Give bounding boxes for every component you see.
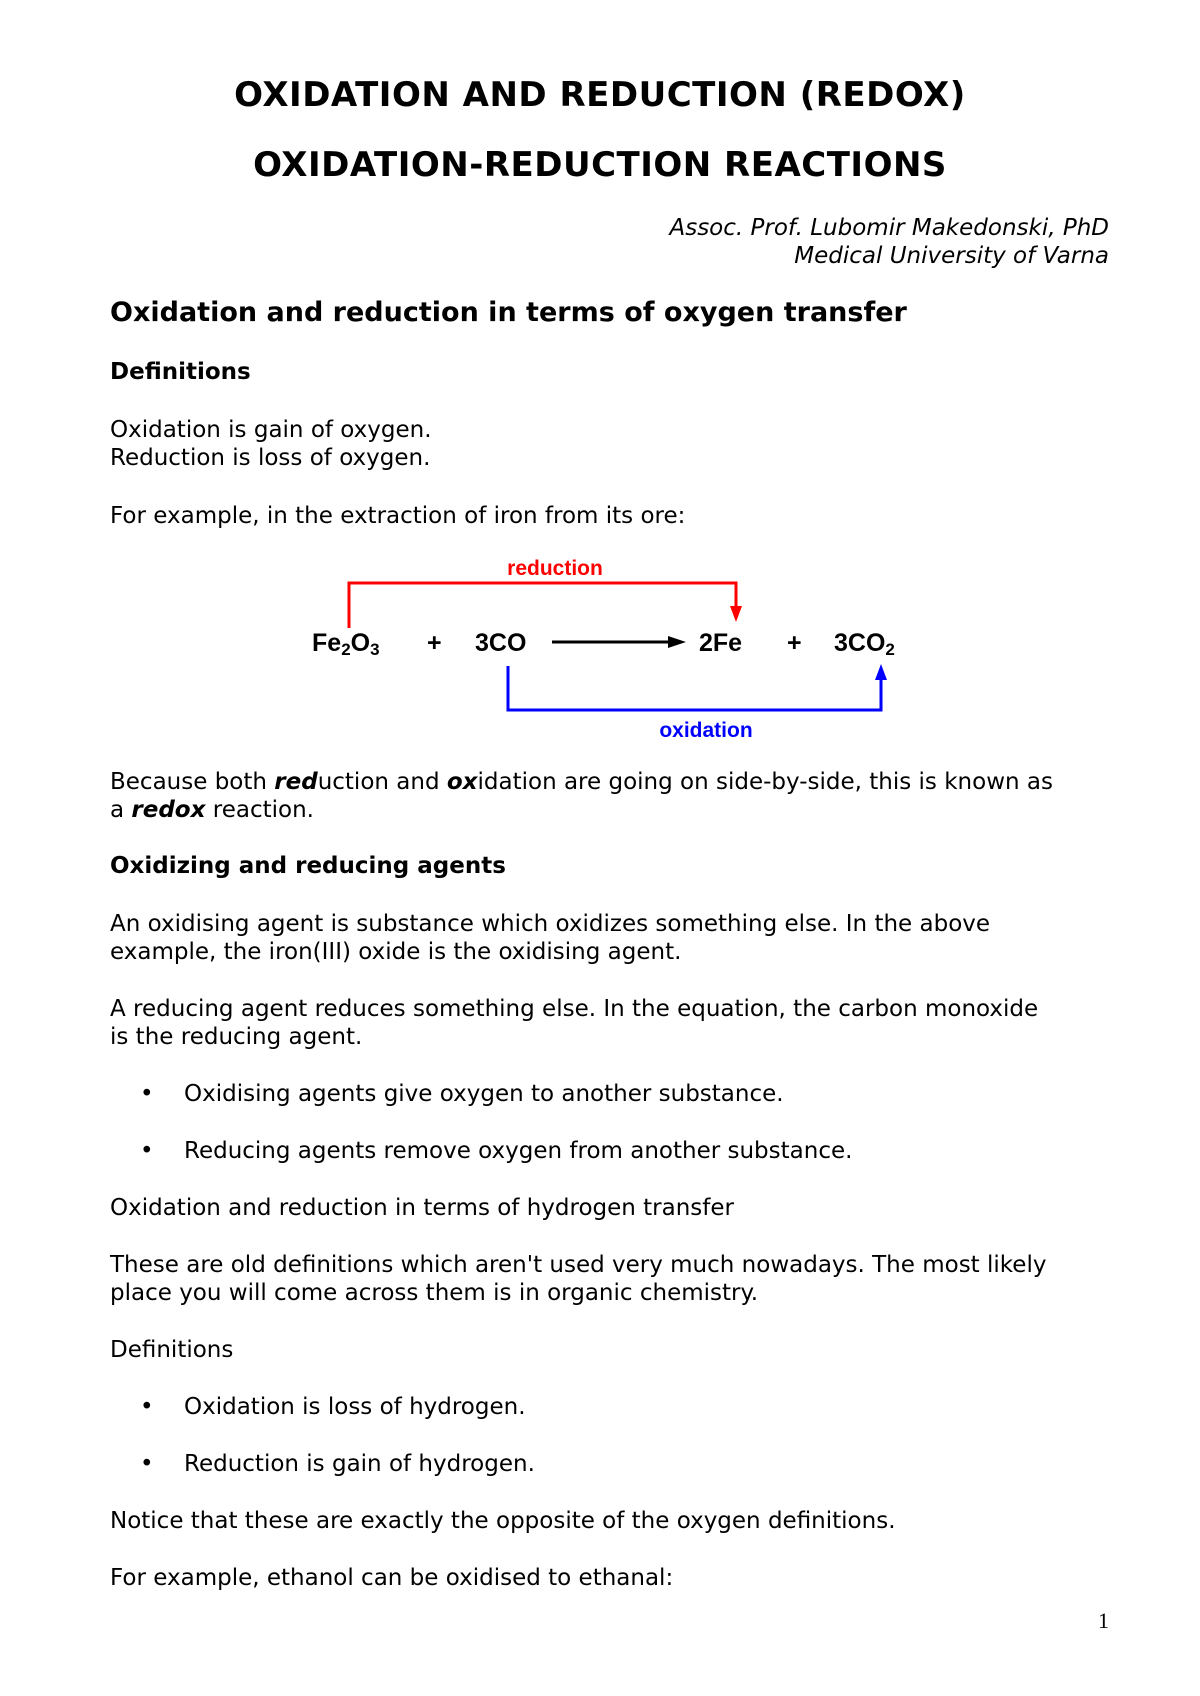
section-heading-agents: Oxidizing and reducing agents	[110, 853, 506, 879]
product-iron: 2Fe	[699, 629, 743, 657]
reducing-agent-line2: is the reducing agent.	[110, 1024, 363, 1050]
bullet-icon: •	[140, 1451, 154, 1477]
plus-sign: +	[427, 629, 442, 657]
reduction-arrowhead	[730, 606, 742, 622]
reduction-label: reduction	[507, 557, 603, 580]
bullet-icon: •	[140, 1138, 154, 1164]
list-item: • Oxidising agents give oxygen to another substance.	[140, 1081, 784, 1107]
oxidation-bracket	[508, 666, 881, 710]
document-subtitle: OXIDATION-REDUCTION REACTIONS	[253, 145, 947, 185]
ethanol-example-text: For example, ethanol can be oxidised to ethanal:	[110, 1565, 674, 1591]
redox-explanation-line2: a redox reaction.	[110, 797, 314, 823]
keyword-ox: ox	[446, 769, 478, 795]
plus-sign: +	[787, 629, 802, 657]
list-item: • Reduction is gain of hydrogen.	[140, 1451, 535, 1477]
keyword-redox: redox	[131, 797, 206, 823]
reactant-iron-oxide: Fe2O3	[312, 629, 380, 659]
definition-reduction: Reduction is loss of oxygen.	[110, 445, 431, 471]
definition-oxidation: Oxidation is gain of oxygen.	[110, 417, 432, 443]
list-item: • Oxidation is loss of hydrogen.	[140, 1394, 526, 1420]
product-carbon-dioxide: 3CO2	[834, 629, 895, 659]
reducing-agent-line1: A reducing agent reduces something else. In the equation, the carbon monoxide	[110, 996, 1039, 1022]
redox-reaction-diagram	[300, 548, 920, 748]
notice-text: Notice that these are exactly the opposite of the oxygen definitions.	[110, 1508, 896, 1534]
bullet-icon: •	[140, 1081, 154, 1107]
bullet-icon: •	[140, 1394, 154, 1420]
oxidation-arrowhead	[875, 664, 887, 680]
definitions-heading-hydrogen: Definitions	[110, 1337, 234, 1363]
document-title: OXIDATION AND REDUCTION (REDOX)	[234, 75, 966, 115]
hydrogen-intro-line2: place you will come across them is in organic chemistry.	[110, 1280, 759, 1306]
reduction-bracket	[349, 583, 736, 628]
oxidation-label: oxidation	[659, 719, 753, 742]
hydrogen-intro-line1: These are old definitions which aren't used very much nowadays. The most likely	[110, 1252, 1047, 1278]
oxidising-agent-line1: An oxidising agent is substance which oxidizes something else. In the above	[110, 911, 991, 937]
author-name: Assoc. Prof. Lubomir Makedonski, PhD	[669, 215, 1109, 241]
keyword-red: red	[274, 769, 318, 795]
oxidising-agent-line2: example, the iron(III) oxide is the oxidising agent.	[110, 939, 682, 965]
list-item: • Reducing agents remove oxygen from another substance.	[140, 1138, 853, 1164]
redox-explanation-line1: Because both reduction and oxidation are going on side-by-side, this is known as	[110, 769, 1053, 795]
section-heading-hydrogen-transfer: Oxidation and reduction in terms of hydrogen transfer	[110, 1195, 734, 1221]
example-intro: For example, in the extraction of iron from its ore:	[110, 503, 686, 529]
author-affiliation: Medical University of Varna	[794, 243, 1109, 269]
reaction-arrowhead	[668, 636, 686, 648]
section-heading-oxygen-transfer: Oxidation and reduction in terms of oxygen transfer	[110, 297, 907, 328]
definitions-heading: Definitions	[110, 359, 251, 385]
page-number: 1	[1098, 1608, 1109, 1633]
reactant-carbon-monoxide: 3CO	[475, 629, 527, 657]
